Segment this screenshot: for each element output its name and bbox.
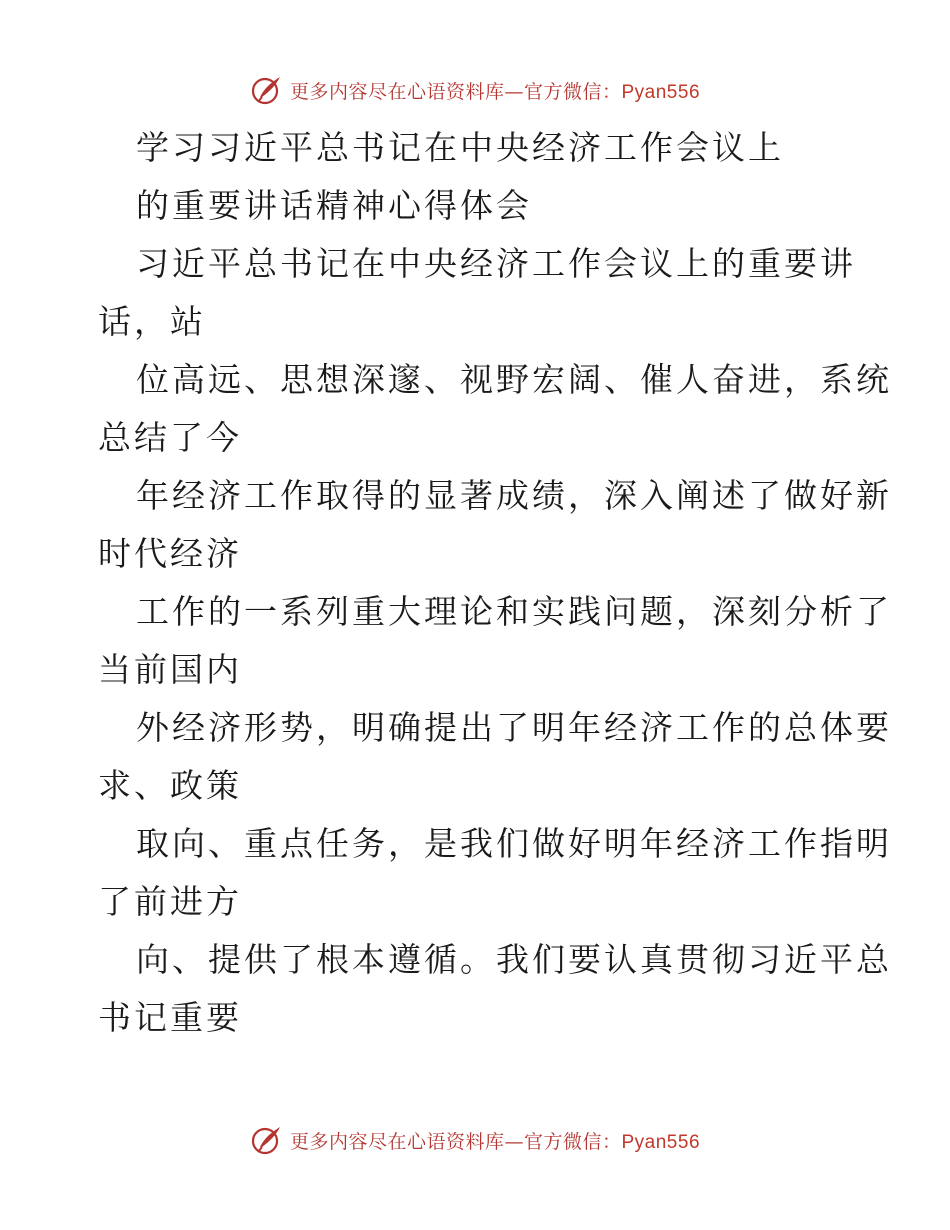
body-line: 向、提供了根本遵循。我们要认真贯彻习近平总 — [136, 940, 892, 979]
header-banner — [0, 70, 950, 110]
body-line: 工作的一系列重大理论和实践问题，深刻分析了 — [136, 592, 892, 631]
footer-banner — [0, 1120, 950, 1160]
body-line: 位高远、思想深邃、视野宏阔、催人奋进，系统 — [136, 360, 892, 399]
banner-slogan: 更多内容尽在心语资料库—官方微信： — [289, 1130, 622, 1153]
wechat-id: Pyan556 — [621, 1131, 701, 1153]
body-line: 时代经济 — [98, 534, 242, 573]
banner-slogan: 更多内容尽在心语资料库—官方微信： — [289, 80, 622, 103]
banner-text — [290, 77, 700, 104]
body-line: 书记重要 — [98, 998, 242, 1037]
body-line: 年经济工作取得的显著成绩，深入阐述了做好新 — [136, 476, 892, 515]
body-line: 话，站 — [98, 302, 206, 341]
wechat-id: Pyan556 — [621, 81, 701, 103]
body-line: 取向、重点任务，是我们做好明年经济工作指明 — [136, 824, 892, 863]
title-line-2: 的重要讲话精神心得体会 — [136, 186, 532, 225]
body-line: 总结了今 — [98, 418, 242, 457]
body-line: 当前国内 — [98, 650, 242, 689]
title-line-1: 学习习近平总书记在中央经济工作会议上 — [136, 128, 784, 167]
body-line: 外经济形势，明确提出了明年经济工作的总体要 — [136, 708, 892, 747]
body-line: 求、政策 — [98, 766, 242, 805]
body-line: 习近平总书记在中央经济工作会议上的重要讲 — [136, 244, 856, 283]
quill-pen-logo-icon — [250, 73, 284, 107]
banner-text — [290, 1127, 700, 1154]
body-line: 了前进方 — [98, 882, 242, 921]
quill-pen-logo-icon — [250, 1123, 284, 1157]
